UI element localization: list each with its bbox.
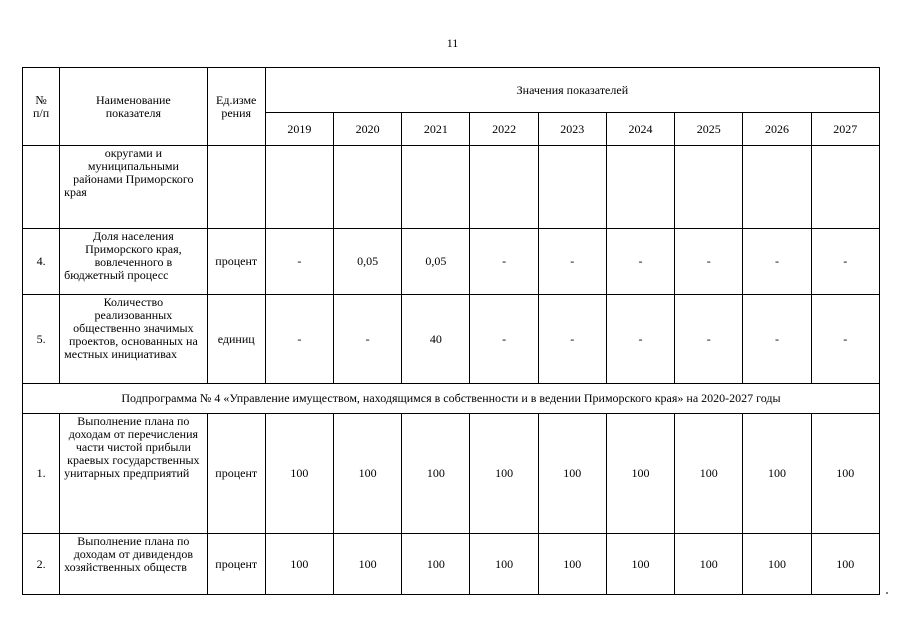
row-name: Доля населения Приморского края, вовлеченного в бюджетный процесс (60, 229, 207, 295)
row-value: 100 (538, 534, 606, 595)
row-value (811, 146, 879, 229)
row-value: - (538, 295, 606, 384)
row-value: 100 (470, 534, 538, 595)
row-num: 4. (23, 229, 60, 295)
row-value: 0,05 (402, 229, 470, 295)
header-year: 2023 (538, 113, 606, 146)
header-year: 2022 (470, 113, 538, 146)
row-num: 1. (23, 414, 60, 534)
row-value: 100 (334, 534, 402, 595)
scan-speck (886, 592, 888, 594)
row-value: 100 (675, 414, 743, 534)
row-value: - (470, 295, 538, 384)
header-values-group: Значения показателей (265, 68, 879, 113)
row-value: 100 (743, 534, 811, 595)
row-value: - (675, 295, 743, 384)
row-num: 5. (23, 295, 60, 384)
header-num: № п/п (23, 68, 60, 146)
row-value: 0,05 (334, 229, 402, 295)
row-value: 100 (470, 414, 538, 534)
row-value: 100 (811, 534, 879, 595)
header-year: 2027 (811, 113, 879, 146)
row-value: 100 (402, 534, 470, 595)
row-unit: процент (207, 414, 265, 534)
row-value: - (811, 295, 879, 384)
row-value (402, 146, 470, 229)
row-value: 100 (334, 414, 402, 534)
row-unit: процент (207, 229, 265, 295)
subprogram-row (23, 384, 880, 414)
row-value: - (606, 229, 674, 295)
header-year: 2020 (334, 113, 402, 146)
header-year: 2026 (743, 113, 811, 146)
header-name: Наименование показателя (60, 68, 207, 146)
row-name: Количество реализованных общественно значимых проектов, основанных на местных инициативах (60, 295, 207, 384)
row-value: - (743, 295, 811, 384)
header-year: 2019 (265, 113, 333, 146)
row-value: - (811, 229, 879, 295)
row-value (675, 146, 743, 229)
row-value (538, 146, 606, 229)
table-row (23, 295, 880, 384)
header-unit: Ед.изме рения (207, 68, 265, 146)
row-num (23, 146, 60, 229)
table-row (23, 414, 880, 534)
row-value (743, 146, 811, 229)
header-year: 2025 (675, 113, 743, 146)
row-value: 100 (265, 414, 333, 534)
row-value: - (265, 229, 333, 295)
row-value (265, 146, 333, 229)
row-value: - (743, 229, 811, 295)
row-value: - (470, 229, 538, 295)
row-value: 40 (402, 295, 470, 384)
row-value (470, 146, 538, 229)
row-unit: процент (207, 534, 265, 595)
indicators-table (22, 67, 880, 595)
row-unit: единиц (207, 295, 265, 384)
row-value: 100 (538, 414, 606, 534)
row-value: - (334, 295, 402, 384)
row-value: 100 (402, 414, 470, 534)
row-value: - (606, 295, 674, 384)
table-row (23, 146, 880, 229)
row-unit (207, 146, 265, 229)
header-row-top (23, 68, 880, 113)
row-value: 100 (811, 414, 879, 534)
row-value: 100 (606, 534, 674, 595)
row-value (606, 146, 674, 229)
table-row (23, 534, 880, 595)
row-value: 100 (675, 534, 743, 595)
page-number: 11 (446, 36, 459, 50)
row-value: 100 (743, 414, 811, 534)
row-value: - (265, 295, 333, 384)
row-value: 100 (606, 414, 674, 534)
row-value (334, 146, 402, 229)
row-name: Выполнение плана по доходам от дивидендов хозяйственных обществ (60, 534, 207, 595)
row-value: - (538, 229, 606, 295)
row-num: 2. (23, 534, 60, 595)
row-value: 100 (265, 534, 333, 595)
header-year: 2024 (606, 113, 674, 146)
subprogram-title: Подпрограмма № 4 «Управление имуществом, находящимся в собственности и в ведении Приморского края» на 2020-2027 годы (23, 384, 880, 414)
header-year: 2021 (402, 113, 470, 146)
row-name: округами и муниципальными районами Приморского края (60, 146, 207, 229)
table-row (23, 229, 880, 295)
row-value: - (675, 229, 743, 295)
row-name: Выполнение плана по доходам от перечисления части чистой прибыли краевых государственных унитарных предприятий (60, 414, 207, 534)
